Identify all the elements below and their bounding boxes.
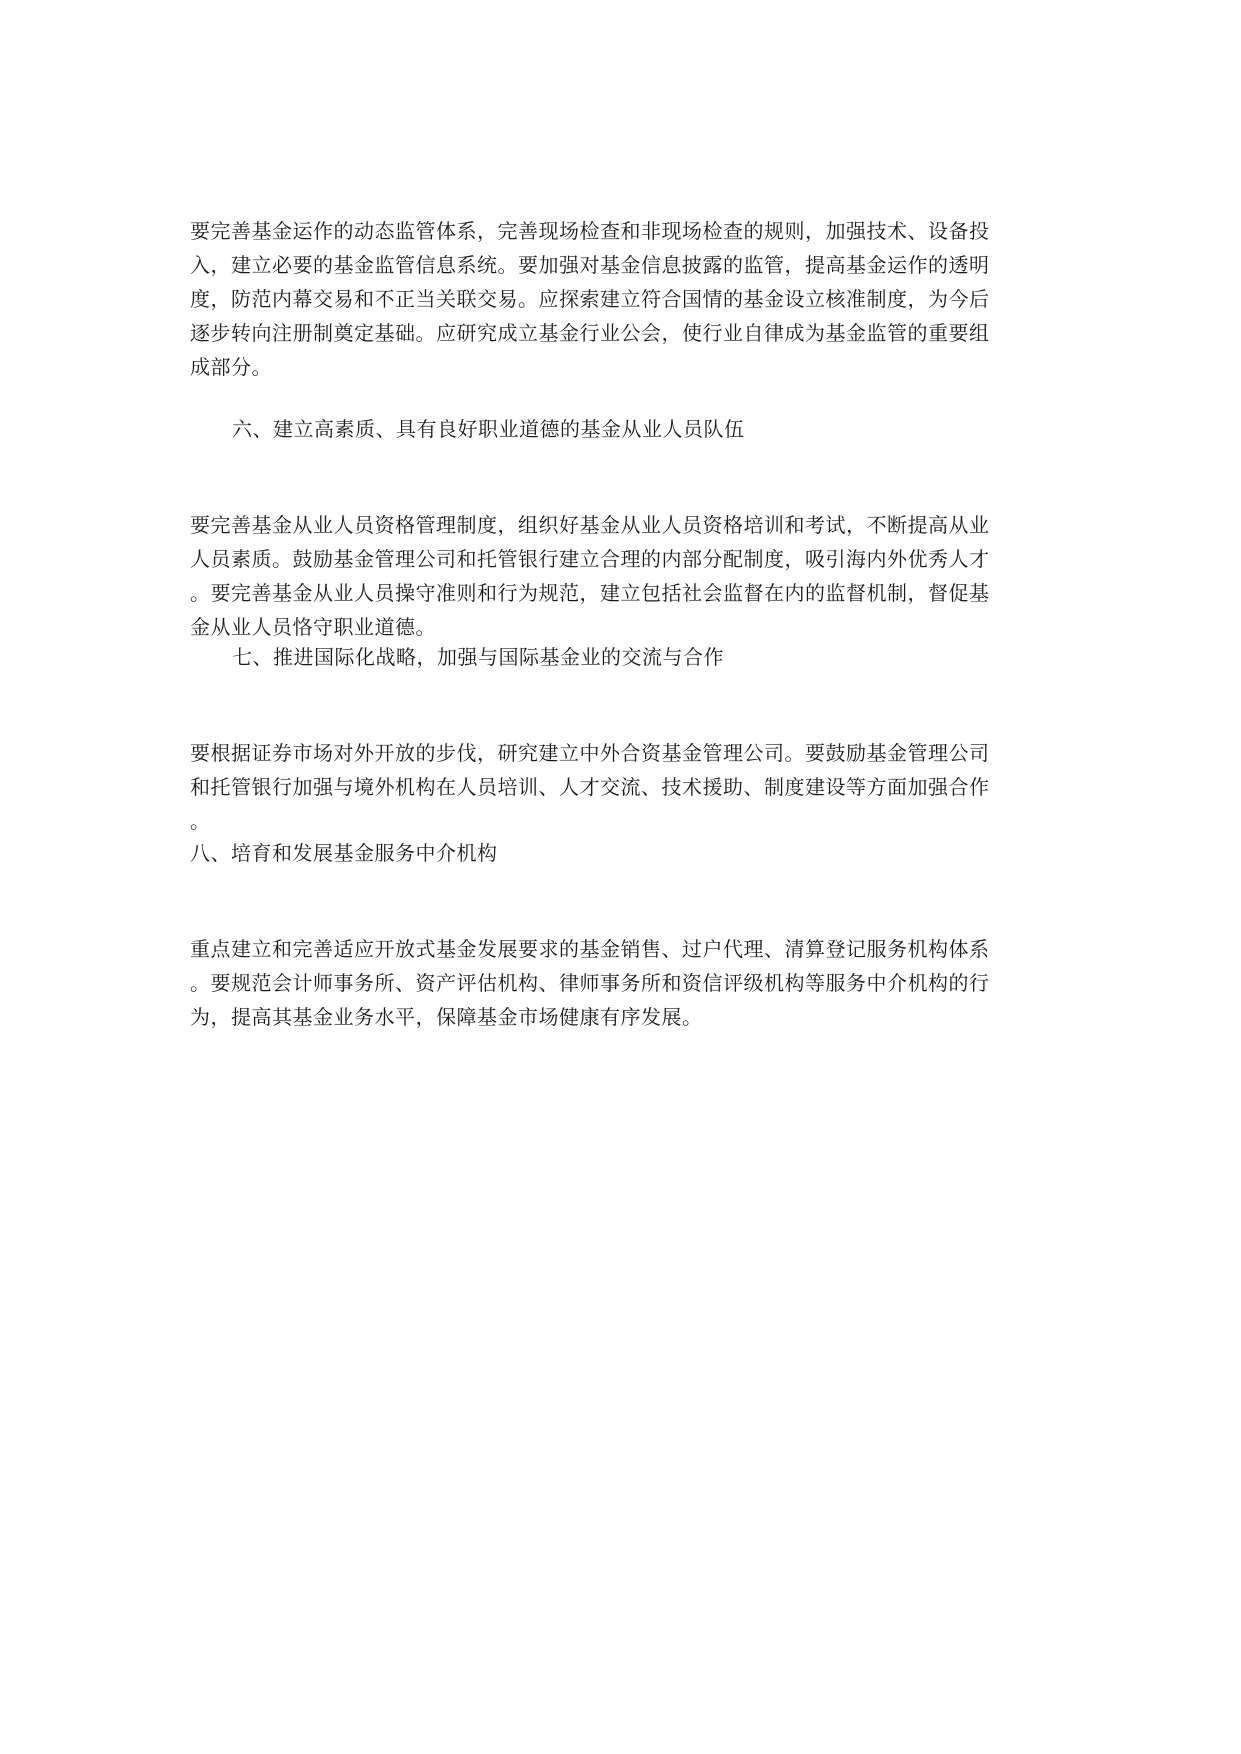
paragraph-line: 入，建立必要的基金监管信息系统。要加强对基金信息披露的监管，提高基金运作的透明 [190,253,990,277]
paragraph-line: 人员素质。鼓励基金管理公司和托管银行建立合理的内部分配制度，吸引海内外优秀人才 [190,547,990,571]
paragraph-fund-supervision [190,214,1052,384]
paragraph-staff-qualification [190,508,1052,644]
paragraph-line: 要根据证券市场对外开放的步伐，研究建立中外合资基金管理公司。要鼓励基金管理公司 [190,741,990,765]
section-heading-seven: 七、推进国际化战略，加强与国际基金业的交流与合作 [232,645,724,669]
paragraph-line: 逐步转向注册制奠定基础。应研究成立基金行业公会，使行业自律成为基金监管的重要组 [190,321,990,345]
paragraph-line: 。要完善基金从业人员操守准则和行为规范，建立包括社会监督在内的监督机制，督促基 [190,581,990,605]
paragraph-service-intermediaries [190,932,1052,1034]
paragraph-line: 度，防范内幕交易和不正当关联交易。应探索建立符合国情的基金设立核准制度，为今后 [190,287,990,311]
paragraph-line: 成部分。 [190,355,272,379]
paragraph-line: 。要规范会计师事务所、资产评估机构、律师事务所和资信评级机构等服务中介机构的行 [190,971,990,995]
paragraph-line: 重点建立和完善适应开放式基金发展要求的基金销售、过户代理、清算登记服务机构体系 [190,937,990,961]
paragraph-line: 。 [190,809,211,833]
section-heading-eight: 八、培育和发展基金服务中介机构 [190,841,498,865]
paragraph-line: 要完善基金从业人员资格管理制度，组织好基金从业人员资格培训和考试，不断提高从业 [190,513,990,537]
paragraph-internationalization [190,736,1052,838]
paragraph-line: 金从业人员恪守职业道德。 [190,615,436,639]
paragraph-line: 和托管银行加强与境外机构在人员培训、人才交流、技术援助、制度建设等方面加强合作 [190,775,990,799]
paragraph-line: 为，提高其基金业务水平，保障基金市场健康有序发展。 [190,1005,703,1029]
section-heading-six: 六、建立高素质、具有良好职业道德的基金从业人员队伍 [232,417,745,441]
paragraph-line: 要完善基金运作的动态监管体系，完善现场检查和非现场检查的规则，加强技术、设备投 [190,219,990,243]
